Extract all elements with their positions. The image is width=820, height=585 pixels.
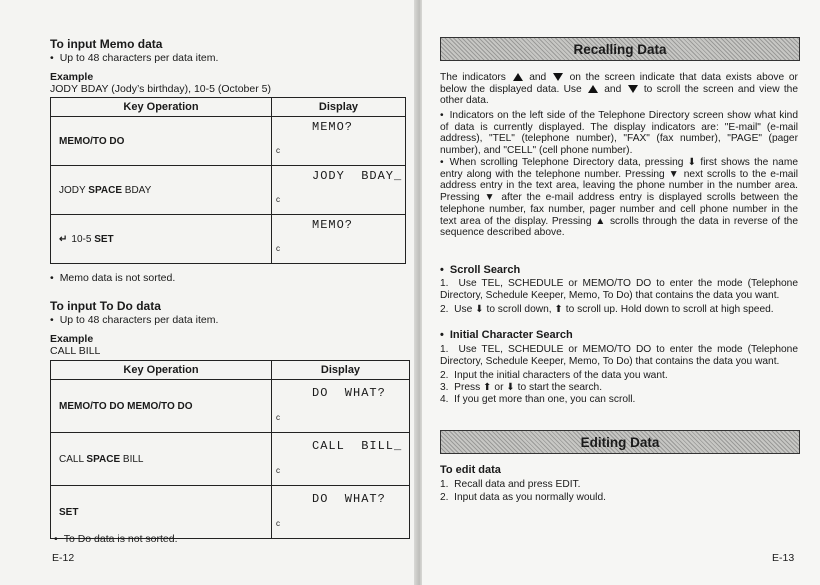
table-row bbox=[51, 117, 406, 166]
lcd-text: CALL BILL_ bbox=[312, 439, 403, 453]
table-row bbox=[51, 166, 406, 215]
table-row bbox=[51, 486, 410, 539]
down-triangle-icon bbox=[553, 73, 563, 81]
recall-bullet-2: • When scrolling Telephone Directory data, pressing ⬇ first shows the name entry along with the telephone number. Pressing ▼ next scrolls to the e-mail address entry in the text area, leaving the phone number in the number area. Pressing ▼ after the e-mail address entry is displayed scrolls between the telephone number, fax number, pager number and cell phone number in the text area of the display. Pressing ▲ scrolls through the data in reverse of the sequence described above. bbox=[440, 157, 798, 239]
table-row bbox=[51, 380, 410, 433]
memo-bullet: • Up to 48 characters per data item. bbox=[50, 52, 218, 65]
page-number-right: E-13 bbox=[772, 552, 795, 564]
editing-data-banner: Editing Data bbox=[440, 430, 800, 454]
c-mark: c bbox=[276, 195, 280, 204]
memo-example-text: JODY BDAY (Jody’s birthday), 10-5 (October 5) bbox=[50, 83, 271, 95]
lcd-text: DO WHAT? bbox=[312, 492, 386, 506]
initial-step-3: 3. Press ⬆ or ⬇ to start the search. bbox=[440, 382, 603, 393]
display-header: Display bbox=[272, 361, 410, 380]
display-header: Display bbox=[272, 98, 406, 117]
key-cell: JODY SPACE BDAY bbox=[51, 166, 272, 215]
c-mark: c bbox=[276, 466, 280, 475]
key-operation-header: Key Operation bbox=[51, 98, 272, 117]
lcd-text: MEMO? bbox=[312, 120, 354, 134]
memo-key-table bbox=[50, 97, 406, 264]
initial-step-4: 4. If you get more than one, you can scroll. bbox=[440, 394, 636, 405]
display-cell bbox=[272, 486, 410, 539]
c-mark: c bbox=[276, 146, 280, 155]
edit-step-1: 1. Recall data and press EDIT. bbox=[440, 479, 581, 490]
key-cell: MEMO/TO DO bbox=[51, 117, 272, 166]
todo-section-title: To input To Do data bbox=[50, 299, 161, 313]
lcd-text: MEMO? bbox=[312, 218, 354, 232]
todo-key-table bbox=[50, 360, 410, 539]
example-label: Example bbox=[50, 71, 94, 83]
up-triangle-icon bbox=[513, 73, 523, 81]
memo-note: • Memo data is not sorted. bbox=[50, 272, 175, 285]
scroll-step-2: 2. Use ⬇ to scroll down, ⬆ to scroll up. Hold down to scroll at high speed. bbox=[440, 304, 774, 315]
c-mark: c bbox=[276, 519, 280, 528]
key-cell: MEMO/TO DO MEMO/TO DO bbox=[51, 380, 272, 433]
c-mark: c bbox=[276, 413, 280, 422]
scroll-step-1: 1. Use TEL, SCHEDULE or MEMO/TO DO to enter the mode (Telephone Directory, Schedule Keeper, Memo, To Do) that contains the data you want. bbox=[440, 278, 798, 301]
todo-example-text: CALL BILL bbox=[50, 345, 101, 357]
edit-step-2: 2. Input data as you normally would. bbox=[440, 492, 606, 503]
display-cell bbox=[272, 117, 406, 166]
down-triangle-icon bbox=[628, 85, 638, 93]
key-cell: CALL SPACE BILL bbox=[51, 433, 272, 486]
recall-bullet-1: • Indicators on the left side of the Telephone Directory screen show what kind of data is currently displayed. The display indicators are: "E-mail" (e-mail address), "TEL" (telephone number), "FAX" (fax number), "PAGE" (pager number), and "CELL" (cell phone number). bbox=[440, 110, 798, 157]
todo-note: • To Do data is not sorted. bbox=[54, 533, 178, 546]
lcd-text: DO WHAT? bbox=[312, 386, 386, 400]
display-cell bbox=[272, 380, 410, 433]
table-row bbox=[51, 215, 406, 264]
return-icon: ↵ bbox=[59, 233, 68, 245]
c-mark: c bbox=[276, 244, 280, 253]
display-cell bbox=[272, 215, 406, 264]
display-cell bbox=[272, 433, 410, 486]
display-cell bbox=[272, 166, 406, 215]
example-label-2: Example bbox=[50, 333, 94, 345]
key-operation-header: Key Operation bbox=[51, 361, 272, 380]
initial-step-2: 2. Input the initial characters of the data you want. bbox=[440, 370, 668, 381]
table-row bbox=[51, 433, 410, 486]
edit-data-title: To edit data bbox=[440, 464, 501, 476]
key-cell: SET bbox=[51, 486, 272, 539]
recall-intro: The indicators and on the screen indicate that data exists above or below the displayed data. Use and to scroll the screen and view the other data. bbox=[440, 72, 798, 107]
initial-search-title: • Initial Character Search bbox=[440, 330, 573, 342]
initial-step-1: 1. Use TEL, SCHEDULE or MEMO/TO DO to enter the mode (Telephone Directory, Schedule Keeper, Memo, To Do) that contains the data you want. bbox=[440, 344, 798, 367]
todo-bullet: • Up to 48 characters per data item. bbox=[50, 314, 218, 327]
lcd-text: JODY BDAY_ bbox=[312, 169, 403, 183]
memo-section-title: To input Memo data bbox=[50, 37, 163, 51]
key-cell: ↵ 10-5 SET bbox=[51, 215, 272, 264]
recalling-data-banner: Recalling Data bbox=[440, 37, 800, 61]
scroll-search-title: • Scroll Search bbox=[440, 265, 520, 277]
up-triangle-icon bbox=[588, 85, 598, 93]
page-number-left: E-12 bbox=[52, 552, 75, 564]
